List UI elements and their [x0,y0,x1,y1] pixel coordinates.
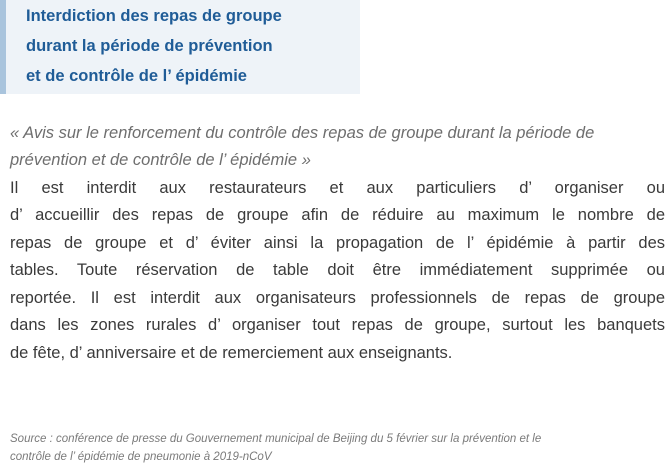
body-line-4: tables. Toute réservation de table doit être immédiatement supprimée ou [10,261,665,279]
heading-line-3: et de contrôle de l’ épidémie [26,67,247,85]
source-line-1: Source : conférence de presse du Gouvernement municipal de Beijing du 5 février sur la prévention et le [10,433,542,445]
body-line-5: reportée. Il est interdit aux organisateurs professionnels de repas de groupe [10,289,665,307]
body-line-7: de fête, d’ anniversaire et de remerciement aux enseignants. [10,344,453,362]
heading-line-2: durant la période de prévention [26,37,273,55]
heading-box [0,0,360,94]
body-line-2: d’ accueillir des repas de groupe afin de réduire au maximum le nombre de [10,206,665,224]
quote-title-line-2: prévention et de contrôle de l’ épidémie » [10,151,311,169]
body-line-6: dans les zones rurales d’ organiser tout repas de groupe, surtout les banquets [10,316,665,334]
heading-line-1: Interdiction des repas de groupe [26,7,282,25]
body-line-3: repas de groupe et d’ éviter ainsi la propagation de l’ épidémie à partir des [10,234,665,252]
source-line-2: contrôle de l’ épidémie de pneumonie à 2019-nCoV [10,451,272,463]
quote-title-line-1: « Avis sur le renforcement du contrôle des repas de groupe durant la période de [10,124,595,142]
body-line-1: Il est interdit aux restaurateurs et aux particuliers d’ organiser ou [10,179,665,197]
